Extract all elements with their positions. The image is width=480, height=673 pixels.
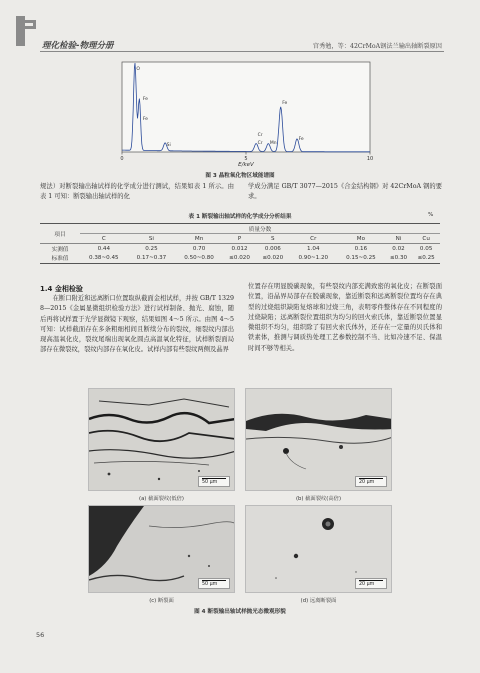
table1 <box>40 223 440 264</box>
micrograph-d <box>245 505 392 593</box>
x-tick-label: 0 <box>120 156 124 162</box>
peak-label: O <box>136 67 140 72</box>
micrograph-b <box>245 388 392 491</box>
table-cell: 0.38~0.45 <box>89 255 119 262</box>
figure4-caption: 图 4 断裂输出轴试样抛光态微观形貌 <box>194 609 286 615</box>
peak-label: Mn <box>269 141 277 146</box>
table-cell: 0.012 <box>231 245 248 252</box>
table-cell: 0.25 <box>145 245 158 252</box>
table1-caption: 表 1 断裂输出轴试样的化学成分分析结果 <box>188 214 292 220</box>
scalebar-c: 50 μm <box>198 578 230 589</box>
table-cell: 0.05 <box>419 245 433 252</box>
table-element-header: Ni <box>395 235 402 242</box>
scalebar-b: 20 μm <box>355 476 387 487</box>
table-element-header: C <box>101 235 106 242</box>
table-element-header: P <box>237 235 242 242</box>
table-cell: 0.16 <box>354 245 368 252</box>
peak-label: Fe <box>142 117 148 122</box>
table-element-header: Mo <box>356 235 366 242</box>
table-cell: 0.02 <box>392 245 405 252</box>
peak-label: Fe <box>298 137 304 142</box>
running-title: 宫秀勉，等：42CrMoA钢法兰输出轴断裂原因 <box>312 43 442 50</box>
micrograph-c <box>88 505 235 593</box>
table-element-header: Cr <box>310 235 317 242</box>
page-number: 56 <box>36 631 45 639</box>
header-rule <box>40 51 444 52</box>
table-cell: 0.90~1.20 <box>298 255 329 262</box>
table-element-header: Si <box>148 235 154 242</box>
table-element-header: Cu <box>422 235 430 242</box>
eds-spectrum-chart <box>100 60 382 168</box>
table-cell: 1.04 <box>307 245 320 252</box>
table-element-header: Mn <box>194 235 204 242</box>
table-row-label: 标准值 <box>51 256 69 263</box>
panel-c-label: (c) 断裂面 <box>149 598 174 604</box>
table1-unit: % <box>428 212 434 218</box>
journal-brand: 理化检验-物理分册 <box>42 41 114 51</box>
table-cell: ≤0.020 <box>262 255 284 262</box>
table-cell: 0.15~0.25 <box>346 255 376 262</box>
panel-b-label: (b) 截面裂纹(高倍) <box>295 496 342 502</box>
table-item-header: 项目 <box>40 224 80 244</box>
left-text-top: 规法）对断裂输出轴试样的化学成分进行测试，结果如表 1 所示。由表 1 可知：断裂输出轴试样的化 <box>40 183 234 201</box>
peak-label: Si <box>166 143 171 148</box>
x-tick-label: 5 <box>244 156 248 162</box>
left-body: 在断口附近和远离断口位置取纵截面金相试样，并按 GB/T 13298—2015《金属显微组织检验方法》进行试样制备、抛光、腐蚀，随后再将试样置于光学显微镜下观察，结果如图 4～5 所示。由图 4～5 可知：试样截面存在多条粗细相间且断续分布的裂纹，细裂纹内部出现高温氧化皮，裂纹尾端出现氧化圆点高温氧化特征，试样断裂面局部存在微裂纹，裂纹内部存在氧化皮。试样内部有些裂纹两侧及晶界 <box>40 295 234 354</box>
table-cell: ≤0.020 <box>229 255 250 262</box>
peak-label: Fe <box>282 101 288 106</box>
table-mass-fraction-header: 质量分数 <box>80 224 440 234</box>
table-element-header: S <box>271 235 275 242</box>
panel-d-label: (d) 远离断裂面 <box>300 598 337 604</box>
figure3-caption: 图 3 晶粒氧化物区域能谱图 <box>205 173 275 179</box>
section-heading: 1.4 金相检验 <box>40 285 83 293</box>
table-cell: ≤0.25 <box>417 255 435 262</box>
scalebar-d: 20 μm <box>355 578 387 589</box>
scalebar-a: 50 μm <box>198 476 230 487</box>
micrograph-a <box>88 388 235 491</box>
x-axis-label: E/keV <box>238 162 254 168</box>
right-body: 位置存在明显脱碳现象，有些裂纹内部充满致密的氧化皮；在断裂面位置，沿晶界局部存在脱碳现象，靠近断裂和远离断裂位置均存在典型的过烧组织缺陷复熔球和过烧三角，表明零件整体存在不同程度的过烧缺陷；远离断裂位置组织为均匀的回火索氏体，靠近断裂位置显微组织不均匀，组织除了有回火索氏体外，还存在一定量的贝氏体和铁素体，推测与调质热处理工艺参数控制不当、比如冷速不足、保温时间不够等相关。 <box>248 283 442 352</box>
table-cell: 0.70 <box>192 245 206 252</box>
table-cell: 0.17~0.37 <box>136 255 167 262</box>
panel-a-label: (a) 截面裂纹(低倍) <box>139 496 184 502</box>
table-cell: ≤0.30 <box>389 255 408 262</box>
table-cell: 0.50~0.80 <box>184 255 214 262</box>
right-text-top: 学成分满足 GB/T 3077—2015《合金结构钢》对 42CrMoA 钢的要求。 <box>248 183 442 201</box>
table-cell: 0.44 <box>97 245 111 252</box>
peak-label: Cr <box>257 141 263 146</box>
table-row-label: 实测值 <box>51 246 69 253</box>
journal-logo-icon <box>14 16 38 46</box>
peak-label: Cr <box>257 133 263 138</box>
x-tick-label: 10 <box>366 156 374 162</box>
peak-label: Fe <box>142 97 148 102</box>
table-cell: 0.006 <box>264 245 281 252</box>
